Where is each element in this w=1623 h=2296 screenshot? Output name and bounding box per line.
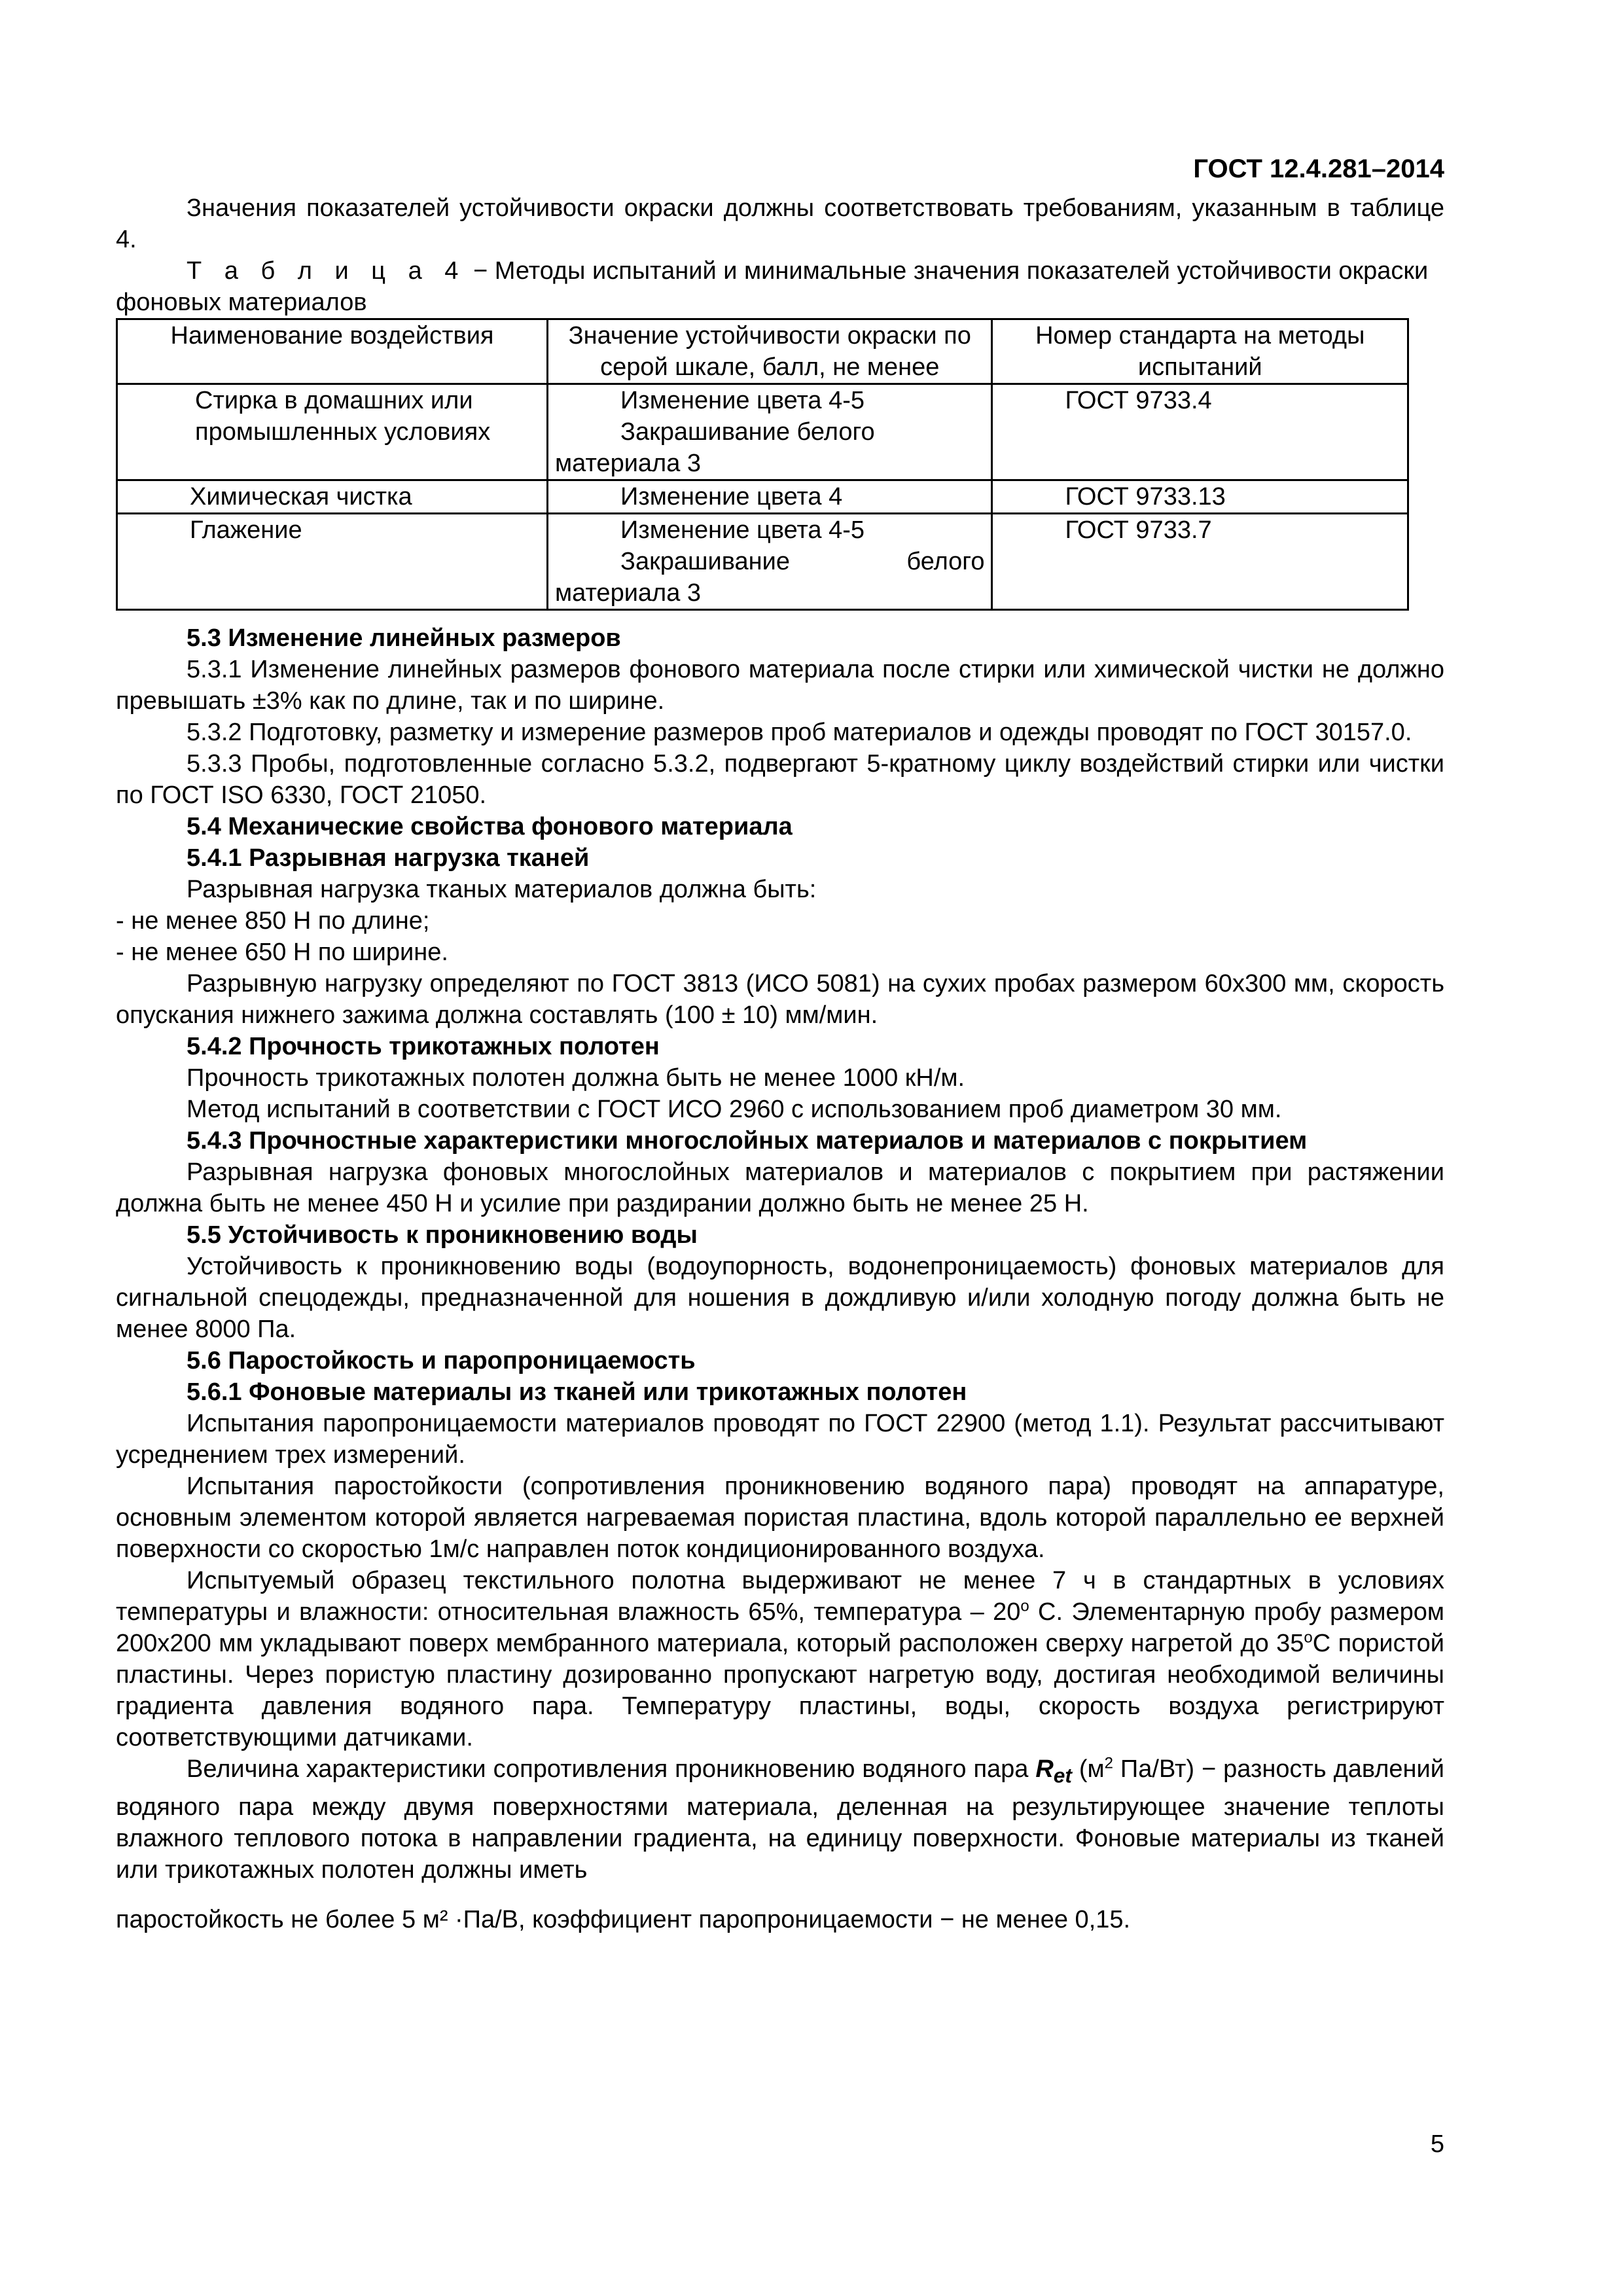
table-row [117,384,1408,480]
paragraph: Разрывная нагрузка фоновых многослойных материалов и материалов с покрытием при растяжении должна быть не менее 450 Н и усилие при раздирании должно быть не менее 25 Н. [116,1158,1444,1217]
table-row [117,480,1408,514]
table-caption-label: Т а б л и ц а 4 [187,257,467,285]
section-heading: 5.3 Изменение линейных размеров [187,624,621,652]
section-heading: 5.5 Устойчивость к проникновению воды [187,1221,698,1249]
table-header-cell: Наименование воздействия [117,319,548,384]
paragraph: 5.3.2 Подготовку, разметку и измерение размеров проб материалов и одежды проводят по ГОСТ 30157.0. [187,719,1412,746]
table-cell-value: Изменение цвета 4-5 Закрашивание белого материала 3 [548,384,992,480]
subsection-heading: 5.4.2 Прочность трикотажных полотен [187,1033,660,1060]
table-4 [116,318,1409,611]
table-row [117,514,1408,610]
table-cell-effect: Глажение [117,514,548,610]
page-number: 5 [1430,2130,1444,2158]
paragraph: Прочность трикотажных полотен должна быть не менее 1000 кН/м. [187,1064,965,1092]
intro-paragraph: Значения показателей устойчивости окраски должны соответствовать требованиям, указанным в таблице 4. [116,194,1444,253]
content-column [116,192,1444,1935]
table-header-cell: Номер стандарта на методы испытаний [992,319,1408,384]
section-heading: 5.6 Паростойкость и паропроницаемость [187,1347,696,1374]
table-cell-effect: Химическая чистка [117,480,548,514]
table-cell-value: Изменение цвета 4-5 Закрашивание белого материала 3 [548,514,992,610]
paragraph: Разрывную нагрузку определяют по ГОСТ 3813 (ИСО 5081) на сухих пробах размером 60х300 мм, скорость опускания нижнего зажима должна составлять (100 ± 10) мм/мин. [116,970,1444,1029]
table-header-row [117,319,1408,384]
table-cell-value: Изменение цвета 4 [548,480,992,514]
standard-header: ГОСТ 12.4.281–2014 [1193,154,1444,183]
table-cell-effect: Стирка в домашних или промышленных условиях [117,384,548,480]
paragraph: Испытуемый образец текстильного полотна выдерживают не менее 7 ч в стандартных в условиях температуры и влажности: относительная влажность 65%, температура – $20^о$ С. Элементарную пробу размером 200х200 мм укладывают поверх мембранного материала, который расположен сверху нагретой до $35^оС$ пористой пластины. Через пористую пластину дозированно пропускают нагретую воду, достигая необходимой величины градиента давления водяного пара. Температуру пластины, воды, скорость воздуха регистрируют соответствующими датчиками. [116,1567,1444,1751]
paragraph: Величина характеристики сопротивления проникновению водяного пара $R_{et}$ ($м^2$ Па/Вт) − разность давлений водяного пара между двумя поверхностями материала, деленная на результирующее значение теплоты влажного теплового потока в направлении градиента, на единицу поверхности. Фоновые материалы из тканей или трикотажных полотен должны иметь [116,1754,1444,1884]
subsection-heading: 5.4.1 Разрывная нагрузка тканей [187,844,590,872]
list-item: - не менее 850 Н по длине; [116,907,430,935]
subsection-heading: 5.4.3 Прочностные характеристики многослойных материалов и материалов с покрытием [187,1127,1308,1155]
paragraph: Устойчивость к проникновению воды (водоупорность, водонепроницаемость) фоновых материалов для сигнальной спецодежды, предназначенной для ношения в дождливую и/или холодную погоду должна быть не менее 8000 Па. [116,1253,1444,1343]
paragraph: Испытания паростойкости (сопротивления проникновению водяного пара) проводят на аппаратуре, основным элементом которой является нагреваемая пористая пластина, вдоль которой параллельно ее верхней поверхности со скоростью 1м/с направлен поток кондиционированного воздуха. [116,1473,1444,1563]
table-cell-standard: ГОСТ 9733.13 [992,480,1408,514]
paragraph: 5.3.1 Изменение линейных размеров фонового материала после стирки или химической чистки не должно превышать ±3% как по длине, так и по ширине. [116,656,1444,715]
section-heading: 5.4 Механические свойства фонового материала [187,813,793,840]
table-caption-text: − Методы испытаний и минимальные значения показателей устойчивости окраски фоновых материалов [116,257,1429,316]
ret-symbol: $R_{et}$ [1035,1755,1072,1787]
table-cell-standard: ГОСТ 9733.4 [992,384,1408,480]
table-caption [116,255,1444,318]
table-cell-standard: ГОСТ 9733.7 [992,514,1408,610]
paragraph: Испытания паропроницаемости материалов проводят по ГОСТ 22900 (метод 1.1). Результат рассчитывают усреднением трех измерений. [116,1410,1444,1469]
paragraph: Метод испытаний в соответствии с ГОСТ ИСО 2960 с использованием проб диаметром 30 мм. [187,1096,1282,1123]
paragraph: Разрывная нагрузка тканых материалов должна быть: [187,876,817,903]
subsection-heading: 5.6.1 Фоновые материалы из тканей или трикотажных полотен [187,1378,967,1406]
paragraph: паростойкость не более 5 м² ·Па/В, коэффициент паропроницаемости − не менее 0,15. [116,1905,1131,1933]
table-header-cell: Значение устойчивости окраски по серой шкале, балл, не менее [548,319,992,384]
paragraph: 5.3.3 Пробы, подготовленные согласно 5.3.2, подвергают 5-кратному циклу воздействий стирки или чистки по ГОСТ ISO 6330, ГОСТ 21050. [116,750,1444,809]
list-item: - не менее 650 Н по ширине. [116,939,448,966]
